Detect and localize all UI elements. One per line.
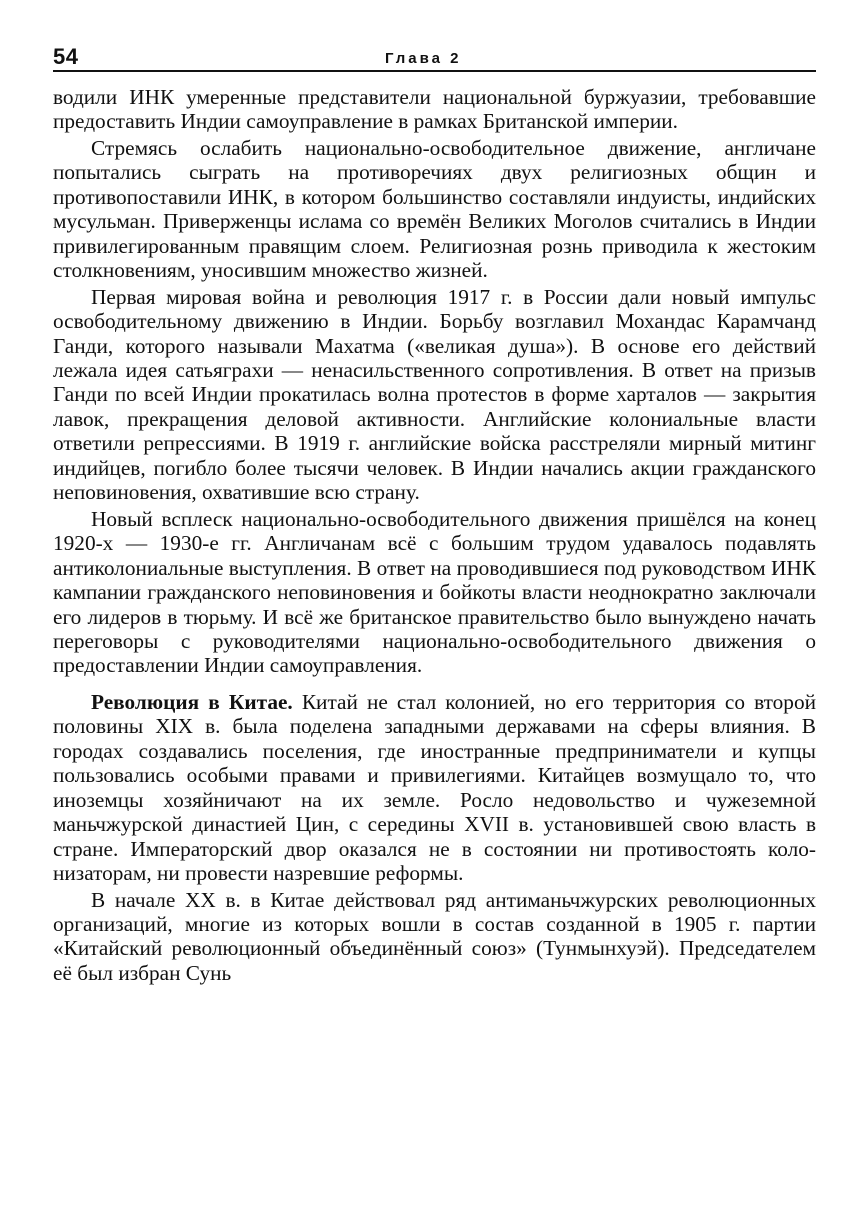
chapter-title: Глава 2: [385, 50, 462, 67]
section-heading: Революция в Китае.: [91, 689, 293, 714]
book-page: [53, 40, 816, 985]
paragraph-religious-conflict: Стремясь ослабить национально-освободительное движение, англичане попытались сыграть на противоречиях двух религиозных общин и противопоставили ИНК, в котором большинство составляли индуисты, индийских мусульман. Приверженцы ислама со времён Великих Моголов считались в Индии привилегированным правящим слоем. Религиозная рознь приводила к жестоким столкновениям, уносившим множество жизней.: [53, 135, 816, 283]
page-number: 54: [53, 44, 79, 69]
paragraph-china-revolution: [53, 690, 816, 886]
body-text: [53, 85, 816, 985]
running-header: [53, 40, 816, 72]
paragraph-new-wave: Новый всплеск национально-освободительного движения пришёлся на конец 1920-х — 1930-е гг. Англичанам всё с большим трудом удавалось подавлять антиколониальные выступления. В ответ на проводившиеся под руководством ИНК кампании гражданского неповиновения и бойкоты власти неоднократно заключали его лидеров в тюрьму. И всё же британское правительство было вынуждено начать переговоры с руководителями национально-освободительного движения о предоставлении Индии самоуправления.: [53, 506, 816, 678]
paragraph-tongmenghui: В начале XX в. в Китае действовал ряд антиманьчжурских революционных организаций, многие из которых вошли в состав созданной в 1905 г. партии «Китайский революционный объединённый союз» (Тунмынхуэй). Председателем её был избран Сунь: [53, 887, 816, 985]
paragraph-gandhi: Первая мировая война и революция 1917 г. в России дали новый импульс освободительному движению в Индии. Борьбу возглавил Мохандас Карамчанд Ганди, которого называли Махатма («великая душа»). В основе его действий лежала идея сатьяграхи — ненасильственного сопротивления. В ответ на призыв Ганди по всей Индии прокатилась волна протестов в форме харталов — закрытия лавок, прекращения деловой активности. Английские колониальные власти ответили репрессиями. В 1919 г. английские войска расстреляли мирный митинг индийцев, погибло более тысячи человек. В Индии начались акции гражданского неповиновения, охватившие всю страну.: [53, 284, 816, 505]
paragraph-continuation: водили ИНК умеренные представители национальной буржуазии, требовавшие предоставить Индии самоуправление в рамках Британской империи.: [53, 85, 816, 134]
section-text: Китай не стал колонией, но его территория со второй половины XIX в. была поделена западными державами на сферы влияния. В городах создавались поселения, где иностранные предприниматели и купцы пользовались особыми правами и привилегиями. Китайцев возмущало то, что иноземцы хозяйничают на их земле. Росло недовольство и чужеземной маньчжурской династией Цин, с середины XVII в. установившей свою власть в стране. Императорский двор оказался не в состоянии ни противостоять колонизаторам, ни провести назревшие реформы.: [53, 689, 816, 886]
